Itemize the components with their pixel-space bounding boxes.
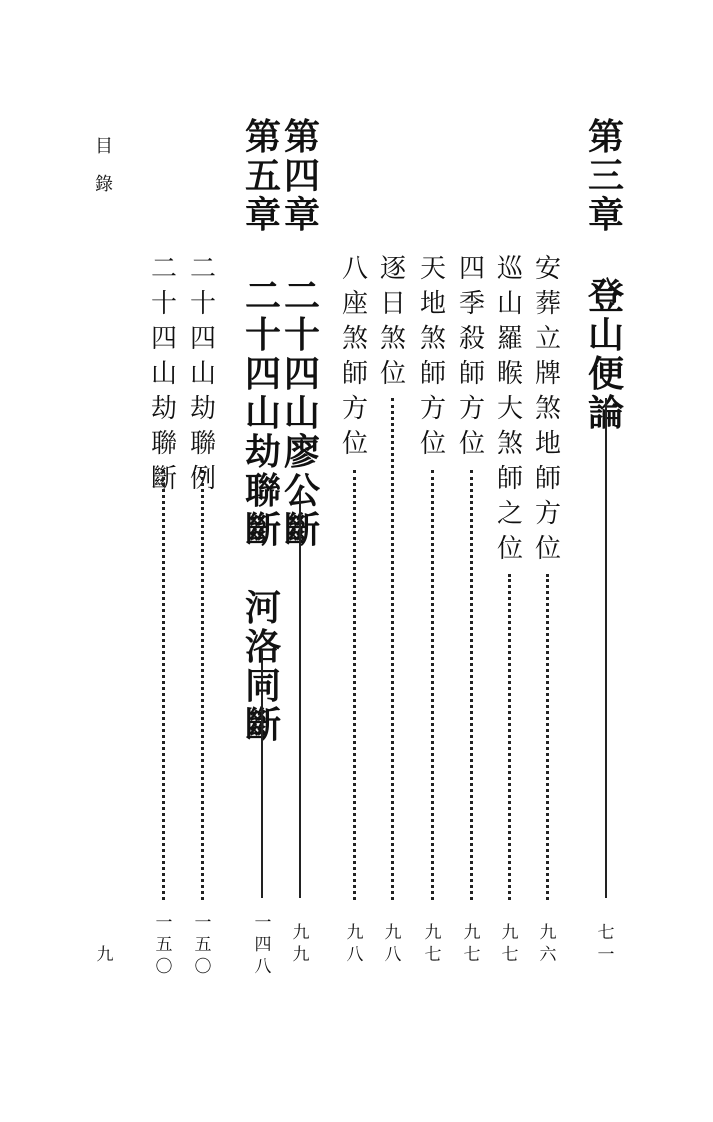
entry-title: 二 十 四 山 劫 聯 例 <box>189 254 216 494</box>
entry-leader-dots <box>431 470 434 900</box>
toc-entry <box>418 252 448 462</box>
chapter-5-title: 二 十 四 山 劫 聯 斷 河 洛 同 斷 <box>244 276 281 746</box>
entry-page <box>152 912 176 978</box>
chapter-3-label: 第 三 章 <box>587 117 624 236</box>
chapter-5-page <box>251 912 275 978</box>
chapter-4-page <box>289 922 313 966</box>
chapter-4-heading <box>282 118 322 550</box>
chapter-3-leader-rule <box>605 398 607 898</box>
entry-title: 天 地 煞 師 方 位 <box>419 254 446 459</box>
running-header <box>92 128 116 195</box>
chapter-4-leader-rule <box>299 488 301 898</box>
chapter-3-title: 登 山 便 論 <box>587 276 624 434</box>
entry-title: 巡 山 羅 睺 大 煞 師 之 位 <box>496 254 523 564</box>
entry-page-number: 九 六 <box>539 923 557 965</box>
footer-page-text: 九 <box>96 945 114 965</box>
entry-title: 二 十 四 山 劫 聯 斷 <box>150 254 177 494</box>
footer-page-number <box>93 940 117 965</box>
chapter-5-page-number: 一 四 八 <box>254 913 272 977</box>
entry-title: 四 季 殺 師 方 位 <box>458 254 485 459</box>
toc-entry <box>378 252 408 392</box>
toc-entry <box>533 252 563 567</box>
entry-page <box>343 922 367 966</box>
entry-page <box>460 922 484 966</box>
entry-leader-dots <box>391 398 394 900</box>
chapter-5-label: 第 五 章 <box>244 117 281 236</box>
entry-page-number: 一 五 〇 <box>194 913 212 977</box>
toc-entry <box>340 252 370 462</box>
entry-leader-dots <box>201 470 204 900</box>
entry-leader-dots <box>508 574 511 900</box>
chapter-5-heading <box>243 118 283 745</box>
entry-page <box>421 922 445 966</box>
entry-page <box>536 922 560 966</box>
entry-page <box>381 922 405 966</box>
entry-page-number: 九 七 <box>424 923 442 965</box>
chapter-4-label: 第 四 章 <box>283 117 320 236</box>
entry-title: 逐 日 煞 位 <box>379 254 406 389</box>
entry-page <box>191 912 215 978</box>
entry-page <box>498 922 522 966</box>
entry-leader-dots <box>162 470 165 900</box>
entry-leader-dots <box>470 470 473 900</box>
entry-page-number: 九 七 <box>501 923 519 965</box>
entry-leader-dots <box>546 574 549 900</box>
chapter-3-page <box>594 922 618 966</box>
running-header-text: 目 錄 <box>95 136 113 195</box>
chapter-3-page-number: 七 一 <box>597 923 615 965</box>
chapter-3-heading <box>586 118 626 433</box>
toc-entry <box>495 252 525 567</box>
entry-title: 安 葬 立 牌 煞 地 師 方 位 <box>534 254 561 564</box>
entry-title: 八 座 煞 師 方 位 <box>341 254 368 459</box>
entry-page-number: 九 七 <box>463 923 481 965</box>
chapter-4-page-number: 九 九 <box>292 923 310 965</box>
chapter-5-leader-rule <box>261 650 263 898</box>
toc-entry <box>457 252 487 462</box>
chapter-4-title: 二 十 四 山 廖 公 斷 <box>283 276 320 551</box>
entry-page-number: 九 八 <box>346 923 364 965</box>
entry-page-number: 一 五 〇 <box>155 913 173 977</box>
entry-leader-dots <box>353 470 356 900</box>
toc-entry <box>188 252 218 497</box>
entry-page-number: 九 八 <box>384 923 402 965</box>
toc-entry <box>149 252 179 497</box>
